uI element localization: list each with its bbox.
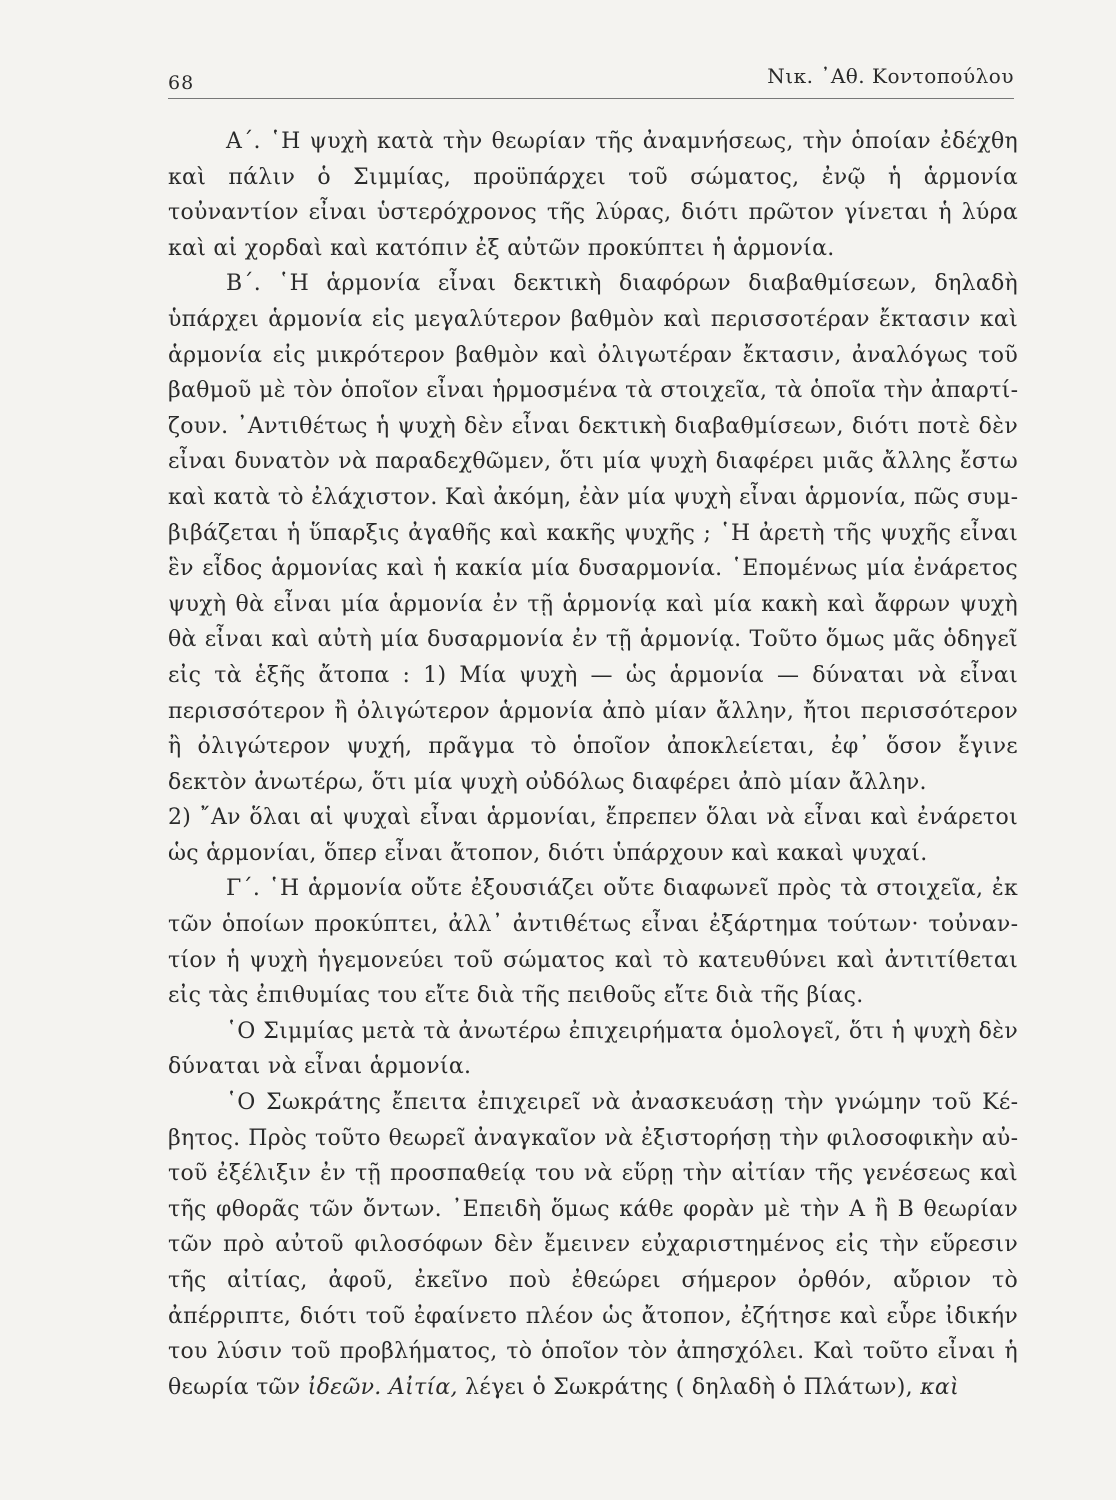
paragraph-b-point-2: 2) ῎Αν ὅλαι αἱ ψυχαὶ εἶναι ἁρμονίαι, ἔπρεπεν ὅλαι νὰ εἶναι καὶ ἐνάρετοι ὡς ἁρμονίαι, ὅπερ εἶναι ἄτοπον, διότι ὑπάρχουν καὶ κακαὶ ψυχαί. — [168, 805, 1018, 866]
paragraph-b: Β΄. ῾Η ἁρμονία εἶναι δεκτικὴ διαφόρων διαβαθμίσεων, δηλαδὴ ὑπάρχει ἁρμονία εἰς μεγαλύτερον βαθμὸν καὶ περισσοτέραν ἔκτασιν καὶ ἁρμονία εἰς μικρότερον βαθμὸν καὶ ὀλιγωτέραν ἔκτασιν, ἀναλόγως τοῦ βαθμοῦ μὲ τὸν ὁποῖον εἶναι ἡρμοσμένα τὰ στοιχεῖα, τὰ ὁποῖα τὴν ἀπαρτίζουν. ᾿Αντιθέτως ἡ ψυχὴ δὲν εἶναι δεκτικὴ διαβαθμίσεων, διότι ποτὲ δὲν εἶναι δυνατὸν νὰ παραδεχθῶμεν, ὅτι μία ψυχὴ διαφέρει μιᾶς ἄλλης ἔστω καὶ κατὰ τὸ ἐλάχιστον. Καὶ ἀκόμη, ἐὰν μία ψυχὴ εἶναι ἁρμονία, πῶς συμβιβάζεται ἡ ὕπαρξις ἀγαθῆς καὶ κακῆς ψυχῆς ; ῾Η ἀρετὴ τῆς ψυχῆς εἶναι ἓν εἶδος ἁρμονίας καὶ ἡ κακία μία δυσαρμονία. ῾Επομένως μία ἐνάρετος ψυχὴ θὰ εἶναι μία ἁρμονία ἐν τῇ ἁρμονίᾳ καὶ μία κακὴ καὶ ἄφρων ψυχὴ θὰ εἶναι καὶ αὐτὴ μία δυσαρμονία ἐν τῇ ἁρμονίᾳ. Τοῦτο ὅμως μᾶς ὁδηγεῖ εἰς τὰ ἑξῆς ἄτοπα : 1) Μία ψυχὴ — ὡς ἁρμονία — δύναται νὰ εἶναι περισσότερον ἢ ὀλιγώτερον ἁρμονία ἀπὸ μίαν ἄλλην, ἤτοι περισσότερον ἢ ὀλιγώτερον ψυχή, πρᾶγμα τὸ ὁποῖον ἀποκλείεται, ἐφ᾿ ὅσον ἔγινε δεκτὸν ἀνωτέρω, ὅτι μία ψυχὴ οὐδόλως διαφέρει ἀπὸ μίαν ἄλλην. — [168, 271, 1018, 795]
italic-aitia: Αἰτία, — [388, 1374, 458, 1400]
paragraph-c: Γ΄. ῾Η ἁρμονία οὔτε ἐξουσιάζει οὔτε διαφωνεῖ πρὸς τὰ στοιχεῖα, ἐκ τῶν ὁποίων προκύπτει, ἀλλ᾿ ἀντιθέτως εἶναι ἐξάρτημα τούτων· τοὐναντίον ἡ ψυχὴ ἡγεμονεύει τοῦ σώματος καὶ τὸ κατευθύνει καὶ ἀντιτίθεται εἰς τὰς ἐπιθυμίας του εἴτε διὰ τῆς πειθοῦς εἴτε διὰ τῆς βίας. — [168, 876, 1018, 1009]
page-number: 68 — [168, 72, 195, 94]
paragraph-socrates — [168, 1085, 1018, 1405]
page-header — [168, 60, 1014, 99]
italic-ideon: ἰδεῶν. — [307, 1374, 382, 1400]
paragraph-socrates-text: ῾Ο Σωκράτης ἔπειτα ἐπιχειρεῖ νὰ ἀνασκευάσῃ τὴν γνώμην τοῦ Κέβητος. Πρὸς τοῦτο θεωρεῖ ἀναγκαῖον νὰ ἐξιστορήσῃ τὴν φιλοσοφικὴν αὐτοῦ ἐξέλιξιν ἐν τῇ προσπαθείᾳ του νὰ εὕρῃ τὴν αἰτίαν τῆς γενέσεως καὶ τῆς φθορᾶς τῶν ὄντων. ᾿Επειδὴ ὅμως κάθε φορὰν μὲ τὴν Α ἢ Β θεωρίαν τῶν πρὸ αὐτοῦ φιλοσόφων δὲν ἔμεινεν εὐχαριστημένος εἰς τὴν εὕρεσιν τῆς αἰτίας, ἀφοῦ, ἐκεῖνο ποὺ ἐθεώρει σήμερον ὀρθόν, αὔριον τὸ ἀπέρριπτε, διότι τοῦ ἐφαίνετο πλέον ὡς ἄτοπον, ἐζήτησε καὶ εὗρε ἰδικήν του λύσιν τοῦ προβλήματος, τὸ ὁποῖον τὸν ἀπησχόλει. Καὶ τοῦτο εἶναι ἡ θεωρία τῶν — [168, 1090, 1018, 1400]
body-text — [168, 124, 1018, 1405]
running-head: Νικ. ᾿Αθ. Κοντοπούλου — [767, 64, 1014, 88]
italic-kai: καὶ — [920, 1374, 959, 1400]
paragraph-a: Α΄. ῾Η ψυχὴ κατὰ τὴν θεωρίαν τῆς ἀναμνήσεως, τὴν ὁποίαν ἐδέχθη καὶ πάλιν ὁ Σιμμίας, προϋπάρχει τοῦ σώματος, ἐνῷ ἡ ἁρμονία τοὐναντίον εἶναι ὑστερόχρονος τῆς λύρας, διότι πρῶτον γίνεται ἡ λύρα καὶ αἱ χορδαὶ καὶ κατόπιν ἐξ αὐτῶν προκύπτει ἡ ἁρμονία. — [168, 129, 1018, 261]
paragraph-socrates-mid: λέγει ὁ Σωκράτης ( δηλαδὴ ὁ Πλάτων), — [465, 1374, 913, 1400]
paragraph-simmias: ῾Ο Σιμμίας μετὰ τὰ ἀνωτέρω ἐπιχειρήματα ὁμολογεῖ, ὅτι ἡ ψυχὴ δὲν δύναται νὰ εἶναι ἁρμονία. — [168, 1018, 1018, 1080]
